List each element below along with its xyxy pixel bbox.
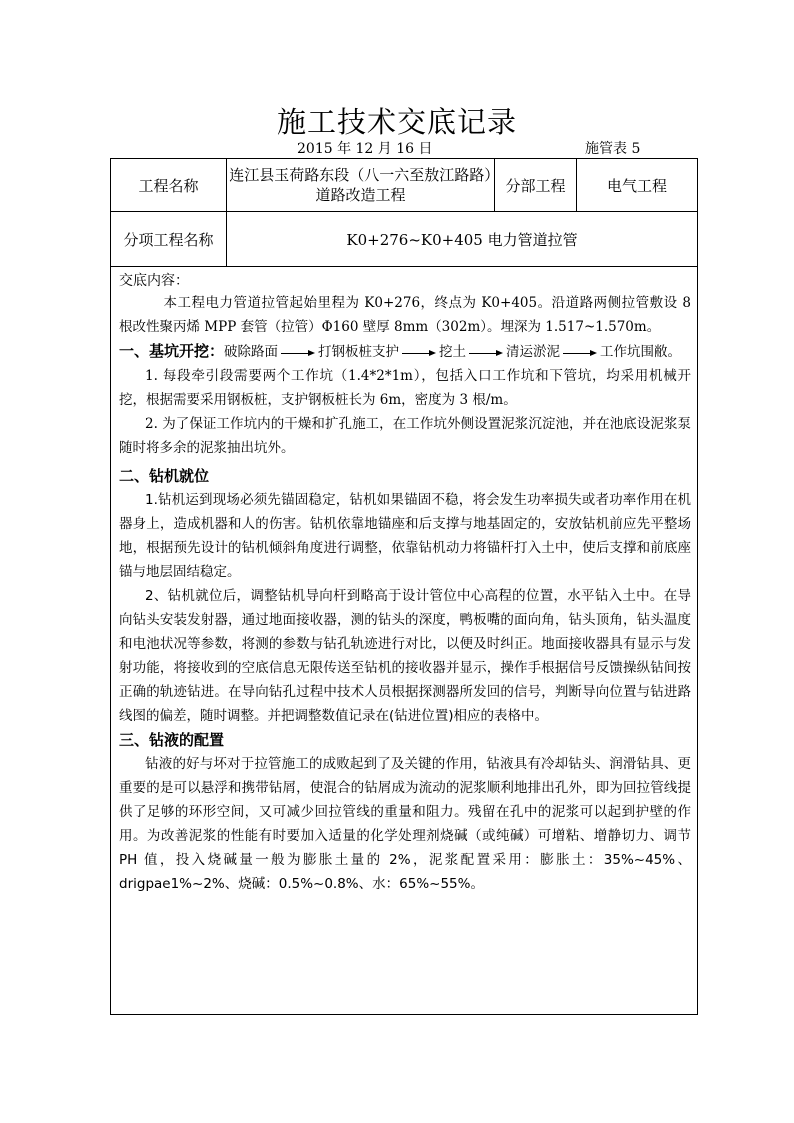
section3-p1-text: 钻液的好与坏对于拉管施工的成败起到了及关键的作用，钻液具有冷却钻头、润滑钻具、更重要的是可以悬浮和携带钻屑，使混合的钻屑成为流动的泥浆顺利地排出孔外，即为回拉管线提供了足够的环形空间，又可减少回拉管线的重量和阻力。残留在孔中的泥浆可以起到护壁的作用。为改善泥浆的性能有时要加入适量的化学处理剂烧碱（或纯碱）可增粘、增静切力、调节 PH 值，投入烧碱量一般为膨胀土量的 2%，泥浆配置采用：膨胀土：35%~45%、drigpae1%~2%、烧碱：0.5%~0.8%、水：65%~55%。 — [119, 756, 691, 892]
flow-step-5: 工作坑围敝。 — [600, 344, 682, 360]
document-date: 2015 年 12 月 16 日 — [297, 141, 433, 157]
intro-text: 本工程电力管道拉管起始里程为 K0+276，终点为 K0+405。沿道路两侧拉管敷设 8 根改性聚丙烯 MPP 套管（拉管）Φ160 壁厚 8mm（302m）。埋深为 1.517~1.570m。 — [119, 295, 691, 335]
project-name-label: 工程名称 — [111, 159, 227, 212]
section1-paragraph-2 — [119, 412, 691, 460]
division-label: 分部工程 — [495, 159, 577, 212]
subitem-label: 分项工程名称 — [111, 212, 227, 267]
section2-title: 二、钻机就位 — [119, 467, 210, 485]
section2-p2-text: 2、钻机就位后，调整钻机导向杆到略高于设计管位中心高程的位置，水平钻入土中。在导向钻头安装发射器，通过地面接收器，测的钻头的深度，鸭板嘴的面向角，钻头顶角，钻头温度和电池状况等参数，将测的参数与钻孔轨迹进行对比，以便及时纠正。地面接收器具有显示与发射功能，将接收到的空底信息无限传送至钻机的接收器并显示，操作手根据信号反馈操纵钻间按正确的轨迹钻进。在导向钻孔过程中技术人员根据探测器所发回的信号，判断导向位置与钻进路线图的偏差，随时调整。并把调整数值记录在(钻进位置)相应的表格中。 — [119, 588, 691, 724]
content-heading: 交底内容： — [119, 273, 189, 289]
record-table — [110, 158, 698, 1015]
section1-title: 一、基坑开挖： — [119, 342, 225, 360]
division-value: 电气工程 — [577, 159, 698, 212]
flow-step-2: 打钢板桩支护 — [318, 344, 400, 360]
content-row — [111, 267, 698, 1015]
intro-paragraph — [119, 291, 691, 339]
arrow-icon — [469, 348, 503, 358]
flow-step-1: 破除路面 — [224, 344, 279, 360]
form-number: 施管表 5 — [585, 141, 641, 157]
flow-step-3: 挖土 — [439, 344, 467, 360]
section1-paragraph-1 — [119, 364, 691, 412]
content-cell — [111, 267, 698, 1015]
section1-flow — [119, 339, 691, 364]
flow-step-4: 清运淤泥 — [506, 344, 561, 360]
arrow-icon — [402, 348, 436, 358]
section1-p2-text: 2. 为了保证工作坑内的干燥和扩孔施工，在工作坑外侧设置泥浆沉淀池，并在池底设泥浆泵随时将多余的泥浆抽出坑外。 — [119, 416, 691, 456]
section3-paragraph-1 — [119, 752, 691, 896]
arrow-icon — [563, 348, 597, 358]
section1-p1-text: 1. 每段牵引段需要两个工作坑（1.4*2*1m），包括入口工作坑和下管坑，均采用机械开挖，根据需要采用钢板桩，支护钢板桩长为 6m，密度为 3 根/m。 — [119, 368, 691, 408]
subitem-value: K0+276~K0+405 电力管道拉管 — [227, 212, 698, 267]
arrow-icon — [281, 348, 315, 358]
subitem-row — [111, 212, 698, 267]
document-title: 施工技术交底记录 — [276, 105, 517, 139]
project-name-value: 连江县玉荷路东段（八一六至敖江路路）道路改造工程 — [227, 159, 495, 212]
section2-p1-text: 1.钻机运到现场必须先锚固稳定，钻机如果锚固不稳，将会发生功率损失或者功率作用在机器身上，造成机器和人的伤害。钻机依靠地锚座和后支撑与地基固定的，安放钻机前应先平整场地，根据预先设计的钻机倾斜角度进行调整，依靠钻机动力将锚杆打入土中，使后支撑和前底座锚与地层固结稳定。 — [119, 492, 691, 580]
project-row — [111, 159, 698, 212]
section2-paragraph-2 — [119, 584, 691, 728]
section2-paragraph-1 — [119, 488, 691, 584]
section3-title: 三、钻液的配置 — [119, 731, 225, 749]
